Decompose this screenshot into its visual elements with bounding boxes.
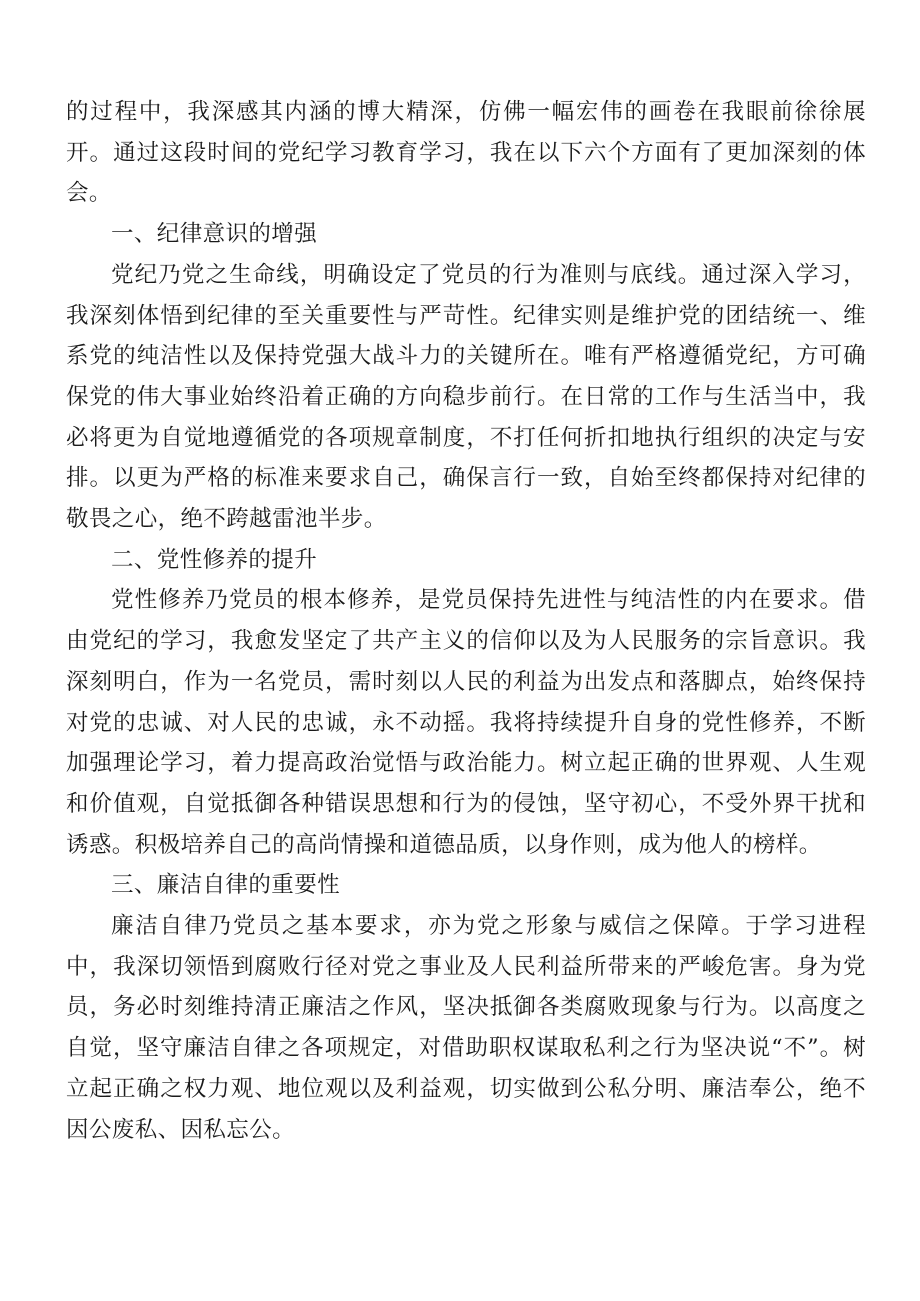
document-body [66,92,866,1150]
section-body-party-spirit: 党性修养乃党员的根本修养，是党员保持先进性与纯洁性的内在要求。借由党纪的学习，我愈发坚定了共产主义的信仰以及为人民服务的宗旨意识。我深刻明白，作为一名党员，需时刻以人民的利益为出发点和落脚点，始终保持对党的忠诚、对人民的忠诚，永不动摇。我将持续提升自身的党性修养，不断加强理论学习，着力提高政治觉悟与政治能力。树立起正确的世界观、人生观和价值观，自觉抵御各种错误思想和行为的侵蚀，坚守初心，不受外界干扰和诱惑。积极培养自己的高尚情操和道德品质，以身作则，成为他人的榜样。 [66,587,866,858]
section-heading-discipline: 一、纪律意识的增强 [111,221,318,248]
section-heading-integrity: 三、廉洁自律的重要性 [111,872,341,899]
section-body-integrity: 廉洁自律乃党员之基本要求，亦为党之形象与威信之保障。于学习进程中，我深切领悟到腐败行径对党之事业及人民利益所带来的严峻危害。身为党员，务必时刻维持清正廉洁之作风，坚决抵御各类腐败现象与行为。以高度之自觉，坚守廉洁自律之各项规定，对借助职权谋取私利之行为坚决说“不”。树立起正确之权力观、地位观以及利益观，切实做到公私分明、廉洁奉公，绝不因公废私、因私忘公。 [66,913,866,1143]
opening-paragraph: 的过程中，我深感其内涵的博大精深，仿佛一幅宏伟的画卷在我眼前徐徐展开。通过这段时间的党纪学习教育学习，我在以下六个方面有了更加深刻的体会。 [66,99,866,207]
section-heading-party-spirit: 二、党性修养的提升 [111,546,318,573]
section-body-discipline: 党纪乃党之生命线，明确设定了党员的行为准则与底线。通过深入学习，我深刻体悟到纪律的至关重要性与严苛性。纪律实则是维护党的团结统一、维系党的纯洁性以及保持党强大战斗力的关键所在。唯有严格遵循党纪，方可确保党的伟大事业始终沿着正确的方向稳步前行。在日常的工作与生活当中，我必将更为自觉地遵循党的各项规章制度，不打任何折扣地执行组织的决定与安排。以更为严格的标准来要求自己，确保言行一致，自始至终都保持对纪律的敬畏之心，绝不跨越雷池半步。 [66,261,866,533]
